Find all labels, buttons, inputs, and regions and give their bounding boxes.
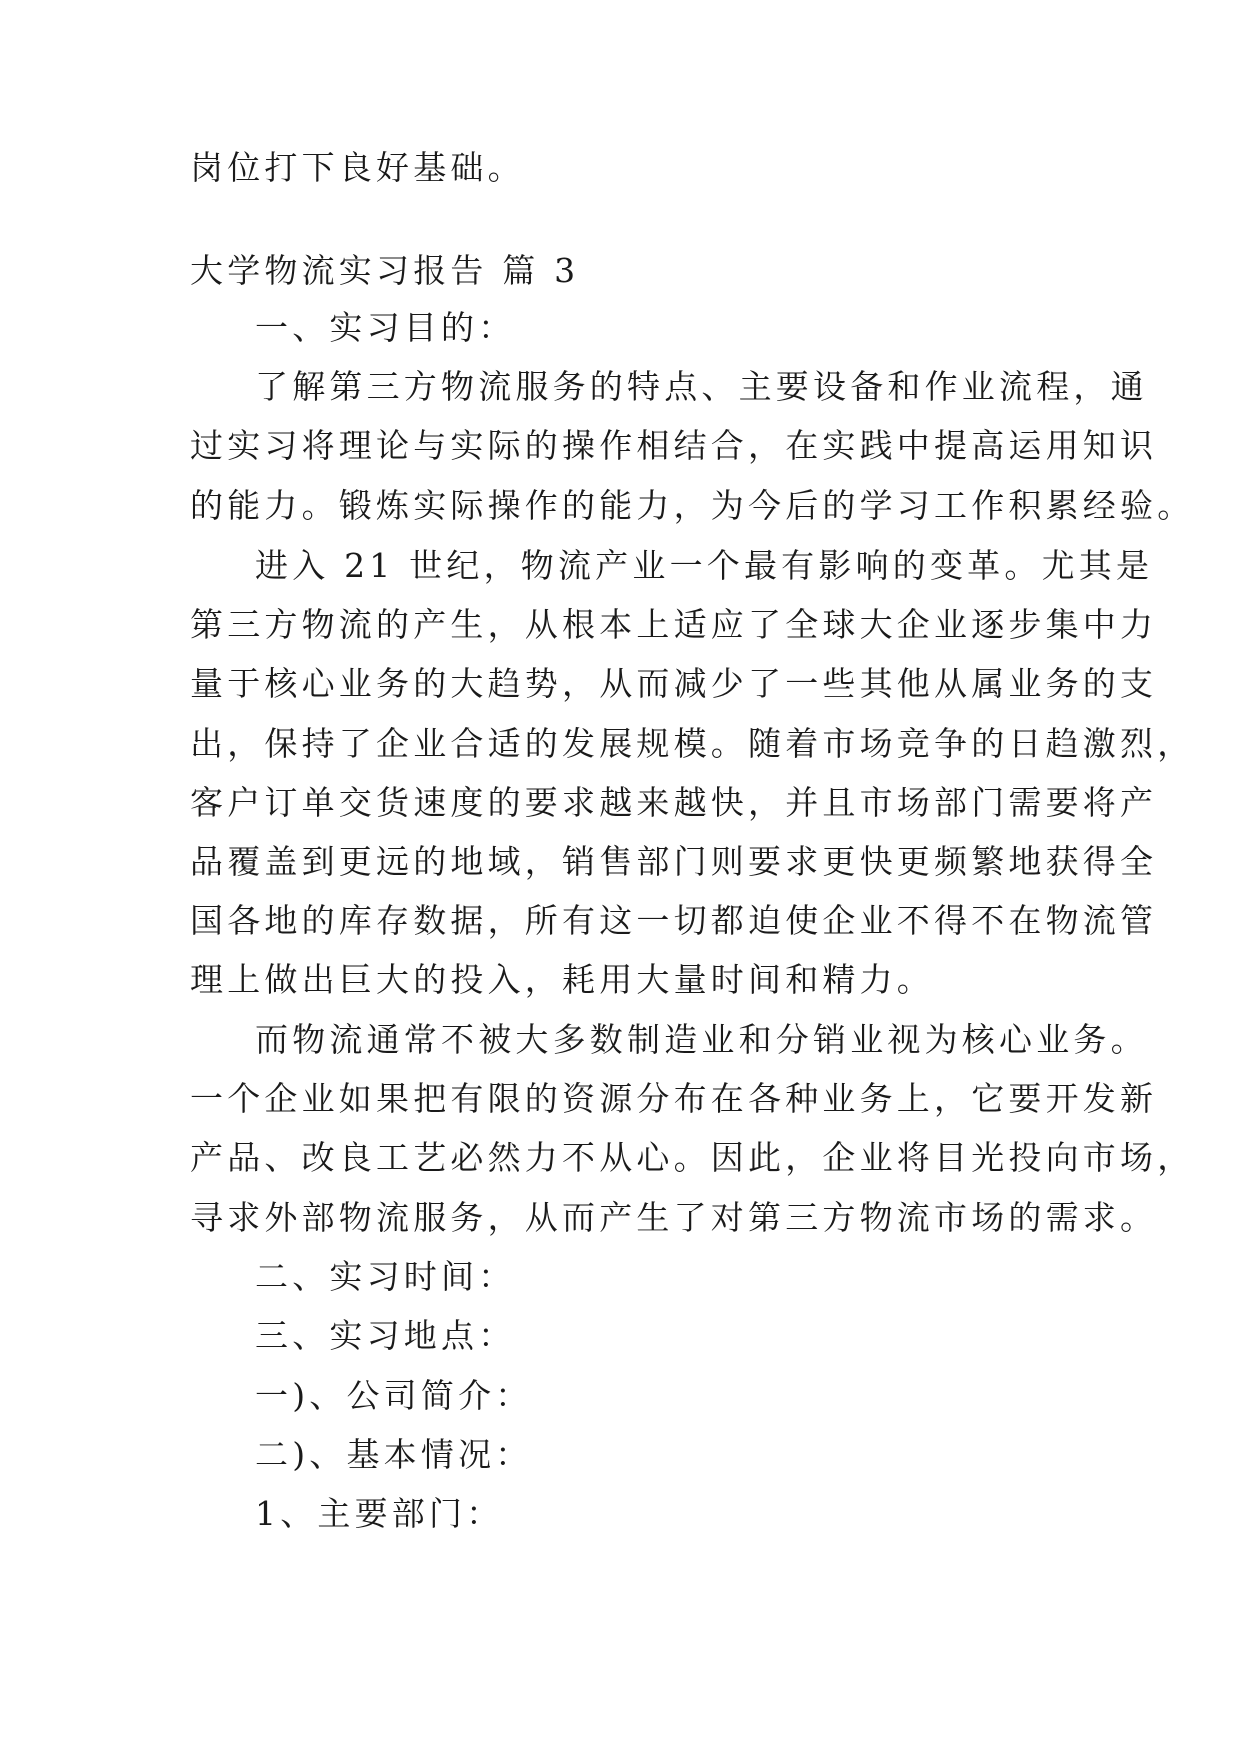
heading-location: 三、实习地点： [255,1316,516,1355]
paragraph-line: 国各地的库存数据，所有这一切都迫使企业不得不在物流管 [190,901,1158,940]
paragraph-line: 第三方物流的产生，从根本上适应了全球大企业逐步集中力 [190,605,1158,644]
paragraph-line: 而物流通常不被大多数制造业和分销业视为核心业务。 [255,1020,1148,1059]
paragraph-line: 量于核心业务的大趋势，从而减少了一些其他从属业务的支 [190,664,1158,703]
subheading-company-intro: 一)、公司简介： [255,1376,533,1415]
heading-purpose: 一、实习目的： [255,308,516,347]
section-title: 大学物流实习报告 篇 3 [190,251,580,290]
paragraph-line: 岗位打下良好基础。 [190,148,525,187]
paragraph-line: 品覆盖到更远的地域，销售部门则要求更快更频繁地获得全 [190,842,1158,881]
subheading-departments: 1、主要部门： [255,1494,504,1533]
heading-time: 二、实习时间： [255,1257,516,1296]
paragraph-line: 了解第三方物流服务的特点、主要设备和作业流程，通 [255,367,1148,406]
paragraph-line: 客户订单交货速度的要求越来越快，并且市场部门需要将产 [190,783,1158,822]
paragraph-line: 过实习将理论与实际的操作相结合，在实践中提高运用知识 [190,426,1158,465]
paragraph-line: 寻求外部物流服务，从而产生了对第三方物流市场的需求。 [190,1198,1158,1237]
paragraph-line: 理上做出巨大的投入，耗用大量时间和精力。 [190,960,934,999]
subheading-basic-info: 二)、基本情况： [255,1435,533,1474]
paragraph-line: 进入 21 世纪，物流产业一个最有影响的变革。尤其是 [255,546,1154,585]
paragraph-line: 出，保持了企业合适的发展规模。随着市场竞争的日趋激烈， [190,724,1195,763]
paragraph-line: 产品、改良工艺必然力不从心。因此，企业将目光投向市场， [190,1138,1195,1177]
paragraph-line: 的能力。锻炼实际操作的能力，为今后的学习工作积累经验。 [190,486,1195,525]
paragraph-line: 一个企业如果把有限的资源分布在各种业务上，它要开发新 [190,1079,1158,1118]
